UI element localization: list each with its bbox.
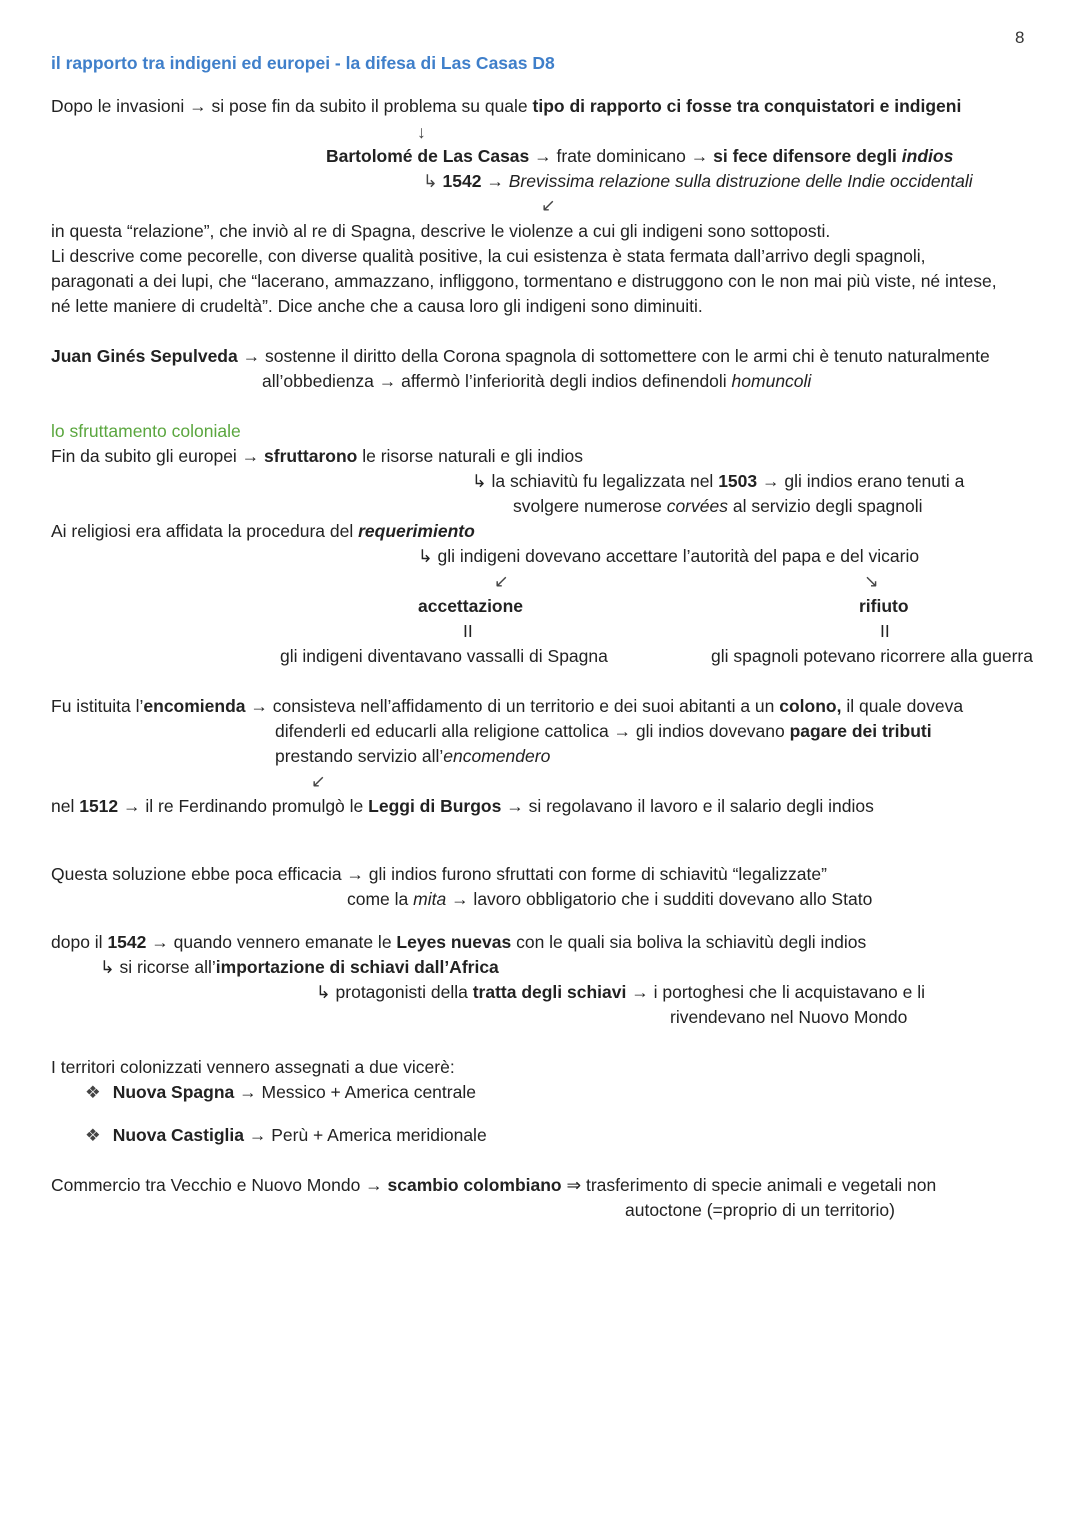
text-line	[51, 445, 583, 467]
equals-icon: II	[463, 621, 473, 641]
text-span-bold: scambio colombiano	[387, 1175, 562, 1195]
text-span-bold: 1542	[107, 932, 147, 952]
text-span: ↳ protagonisti della	[316, 982, 473, 1002]
text-span-bold: Juan Ginés Sepulveda	[51, 346, 238, 366]
text-span-italic: homuncoli	[731, 371, 812, 391]
text-line	[347, 888, 872, 910]
text-line	[472, 470, 964, 492]
text-line: né lette maniere di crudeltà”. Dice anche che a causa loro gli indigeni sono diminuiti.	[51, 296, 703, 316]
text-span: → Messico + America centrale	[234, 1082, 476, 1102]
text-span: Commercio tra Vecchio e Nuovo Mondo →	[51, 1175, 388, 1195]
text-span-bold: importazione di schiavi dall’Africa	[215, 957, 499, 977]
text-span: le risorse naturali e gli indios	[357, 446, 584, 466]
text-span-bold: 1542	[442, 171, 482, 191]
text-line: Questa soluzione ebbe poca efficacia → gli indios furono sfruttati con forme di schiavitù “legalizzate”	[51, 864, 827, 884]
text-span-bold-italic: requerimiento	[358, 521, 475, 541]
text-span: Ai religiosi era affidata la procedura del	[51, 521, 359, 541]
label-accettazione: accettazione	[418, 596, 524, 616]
text-span: al servizio degli spagnoli	[727, 496, 923, 516]
diamond-bullet-icon: ❖	[85, 1082, 101, 1102]
text-line	[423, 170, 973, 192]
text-span-bold: pagare dei tributi	[789, 721, 932, 741]
text-span: → frate dominicano →	[529, 146, 714, 166]
text-line: in questa “relazione”, che inviò al re di Spagna, descrive le violenze a cui gli indigeni sono sottoposti.	[51, 221, 831, 241]
text-span: → gli indios erano tenuti a	[757, 471, 965, 491]
text-line	[513, 495, 923, 517]
arrow-down-right-icon: ↘	[864, 571, 879, 591]
text-line: paragonati a dei lupi, che “lacerano, ammazzano, infliggono, tormentano e distruggono con le non mai più viste, né intese,	[51, 271, 997, 291]
text-span-italic: mita	[413, 889, 447, 909]
text-span: all’obbedienza → affermò l’inferiorità degli indios definendoli	[262, 371, 732, 391]
text-line	[262, 370, 811, 392]
text-span-bold: encomienda	[143, 696, 246, 716]
text-span: → consisteva nell’affidamento di un territorio e dei suoi abitanti a un	[245, 696, 780, 716]
list-item	[85, 1081, 476, 1103]
text-line	[275, 745, 550, 767]
text-line	[326, 145, 953, 167]
text-span-bold: tratta degli schiavi	[472, 982, 627, 1002]
text-span: → lavoro obbligatorio che i sudditi dovevano allo Stato	[446, 889, 873, 909]
arrow-diagonal-icon: ↙	[311, 771, 326, 791]
text-span: dopo il	[51, 932, 108, 952]
text-line	[51, 695, 963, 717]
text-span: → quando vennero emanate le	[146, 932, 397, 952]
text-span-bold-italic: indios	[901, 146, 954, 166]
section-heading-colonial: lo sfruttamento coloniale	[51, 421, 241, 441]
text-span-italic: Brevissima relazione sulla distruzione delle Indie occidentali	[508, 171, 973, 191]
text-line	[316, 981, 925, 1003]
text-span: con le quali sia boliva la schiavitù degli indios	[511, 932, 867, 952]
hook-arrow-icon: ↳	[423, 171, 443, 191]
text-line	[51, 1174, 936, 1196]
text-span: prestando servizio all’	[275, 746, 444, 766]
text-span-bold: Bartolomé de Las Casas	[326, 146, 530, 166]
text-span-bold: tipo di rapporto ci fosse tra conquistatori e indigeni	[532, 96, 962, 116]
diamond-bullet-icon: ❖	[85, 1125, 101, 1145]
text-span: come la	[347, 889, 414, 909]
text-span: → il re Ferdinando promulgò le	[118, 796, 369, 816]
text-span: Dopo le invasioni → si pose fin da subito il problema su quale	[51, 96, 533, 116]
text-line	[275, 720, 932, 742]
text-span-bold: Leggi di Burgos	[368, 796, 502, 816]
text-span-italic: corvées	[666, 496, 728, 516]
text-span: Fu istituita l’	[51, 696, 144, 716]
text-span: → sostenne il diritto della Corona spagnola di sottomettere con le armi chi è tenuto naturalmente	[237, 346, 990, 366]
text-span-bold: sfruttarono	[264, 446, 358, 466]
text-span: nel	[51, 796, 80, 816]
text-line	[51, 931, 866, 953]
text-line	[51, 95, 961, 117]
text-line	[51, 520, 475, 542]
arrow-down-left-icon: ↙	[494, 571, 509, 591]
text-span-bold: 1503	[718, 471, 758, 491]
section-heading-las-casas: il rapporto tra indigeni ed europei - la difesa di Las Casas D8	[51, 53, 555, 73]
label-rifiuto: rifiuto	[859, 596, 909, 616]
text-line: gli spagnoli potevano ricorrere alla guerra	[711, 646, 1033, 666]
equals-icon: II	[880, 621, 890, 641]
text-span: → si regolavano il lavoro e il salario degli indios	[501, 796, 874, 816]
text-span-bold: Nuova Castiglia	[112, 1125, 244, 1145]
text-line: I territori colonizzati vennero assegnati a due vicerè:	[51, 1057, 455, 1077]
text-line: autoctone (=proprio di un territorio)	[625, 1200, 895, 1220]
text-span: svolgere numerose	[513, 496, 667, 516]
page-number: 8	[1015, 28, 1025, 47]
text-span: difenderli ed educarli alla religione cattolica → gli indios dovevano	[275, 721, 790, 741]
text-line: gli indigeni diventavano vassalli di Spagna	[280, 646, 608, 666]
text-span: ↳ la schiavitù fu legalizzata nel	[472, 471, 719, 491]
arrow-diagonal-icon: ↙	[541, 195, 556, 215]
text-line: ↳ gli indigeni dovevano accettare l’autorità del papa e del vicario	[418, 546, 920, 566]
text-line	[51, 345, 990, 367]
text-span: →	[481, 171, 509, 191]
text-span-bold: Leyes nuevas	[396, 932, 512, 952]
text-span: → Perù + America meridionale	[244, 1125, 487, 1145]
arrow-down-icon: ↓	[417, 122, 426, 142]
text-span: → i portoghesi che li acquistavano e li	[626, 982, 926, 1002]
text-line: rivendevano nel Nuovo Mondo	[670, 1007, 908, 1027]
text-span: Fin da subito gli europei →	[51, 446, 265, 466]
text-span-italic: encomendero	[443, 746, 551, 766]
text-line: Li descrive come pecorelle, con diverse qualità positive, la cui esistenza è stata fermata dall’arrivo degli spagnoli,	[51, 246, 926, 266]
text-span: ⇒ trasferimento di specie animali e vegetali non	[561, 1175, 937, 1195]
text-span: ↳ si ricorse all’	[100, 957, 216, 977]
text-span-bold: Nuova Spagna	[112, 1082, 235, 1102]
list-item	[85, 1124, 487, 1146]
text-span-bold: colono,	[779, 696, 842, 716]
text-span: il quale doveva	[841, 696, 964, 716]
text-line	[51, 795, 874, 817]
text-span-bold: 1512	[79, 796, 119, 816]
text-line	[100, 956, 499, 978]
text-span-bold: si fece difensore degli	[713, 146, 902, 166]
